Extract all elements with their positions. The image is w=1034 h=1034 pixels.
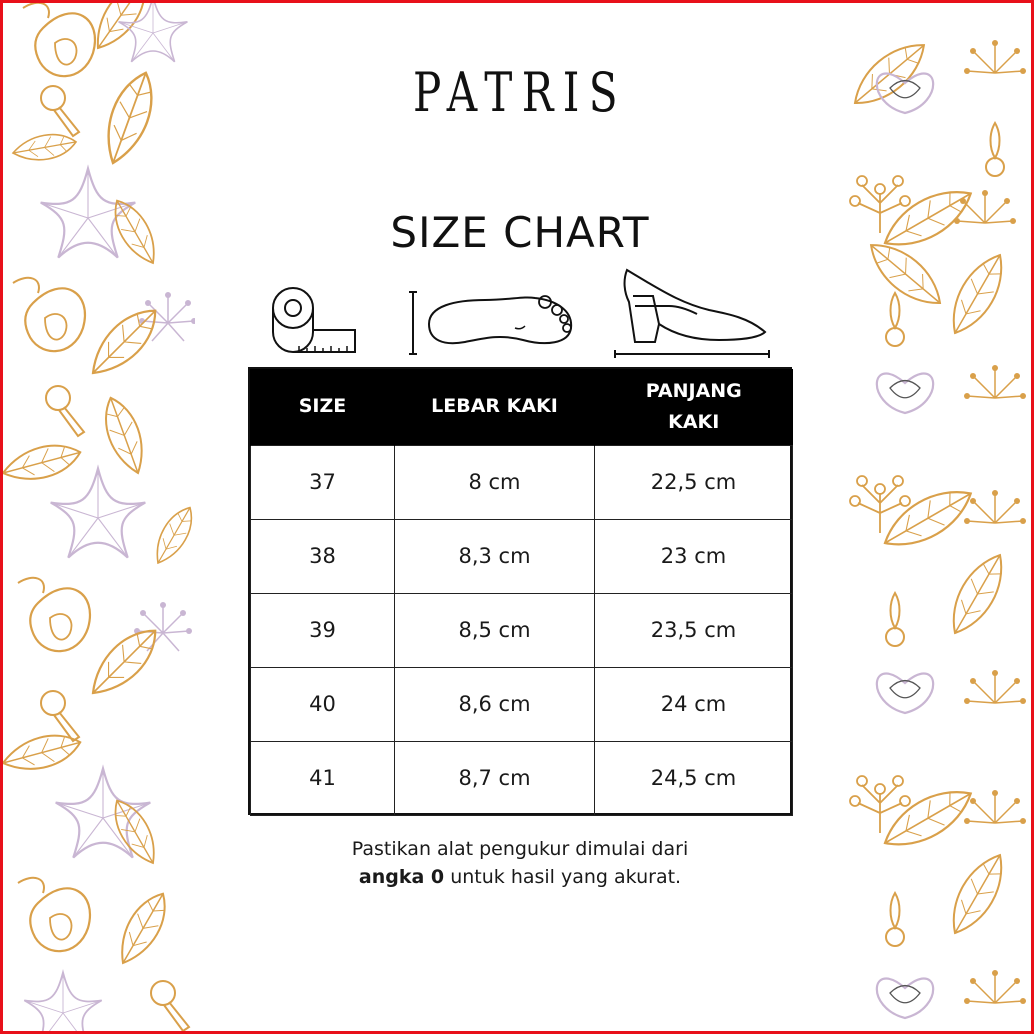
table-row bbox=[251, 741, 793, 815]
table-header-row bbox=[251, 369, 793, 445]
cell-length: 22,5 cm bbox=[595, 445, 793, 519]
cell-width: 8,5 cm bbox=[395, 593, 595, 667]
cell-size: 41 bbox=[251, 741, 395, 815]
cell-size: 37 bbox=[251, 445, 395, 519]
heel-shoe-length-icon bbox=[609, 262, 775, 358]
cell-length: 24 cm bbox=[595, 667, 793, 741]
header-foot-length bbox=[595, 369, 793, 445]
header-foot-width: LEBAR KAKI bbox=[395, 369, 595, 445]
header-size: SIZE bbox=[251, 369, 395, 445]
cell-width: 8,6 cm bbox=[395, 667, 595, 741]
note-bold-text: angka 0 bbox=[358, 866, 445, 888]
table-row bbox=[251, 593, 793, 667]
table-row bbox=[251, 519, 793, 593]
measurement-note bbox=[3, 835, 1034, 891]
cell-length: 23 cm bbox=[595, 519, 793, 593]
size-table bbox=[248, 367, 792, 815]
page-title: SIZE CHART bbox=[390, 208, 650, 257]
header-foot-length-line2: KAKI bbox=[668, 410, 720, 433]
note-line-1: Pastikan alat pengukur dimulai dari bbox=[351, 838, 689, 860]
cell-size: 39 bbox=[251, 593, 395, 667]
brand-logo: PATRIS bbox=[412, 61, 628, 124]
cell-width: 8 cm bbox=[395, 445, 595, 519]
measurement-icons bbox=[265, 258, 785, 363]
cell-size: 40 bbox=[251, 667, 395, 741]
header-foot-length-line1: PANJANG bbox=[645, 379, 742, 402]
note-line-2-text: untuk hasil yang akurat. bbox=[444, 866, 682, 888]
table-row bbox=[251, 445, 793, 519]
foot-width-icon bbox=[405, 288, 577, 358]
cell-width: 8,7 cm bbox=[395, 741, 595, 815]
table-row bbox=[251, 667, 793, 741]
note-line-2 bbox=[3, 863, 1034, 891]
cell-width: 8,3 cm bbox=[395, 519, 595, 593]
cell-length: 23,5 cm bbox=[595, 593, 793, 667]
measuring-tape-icon bbox=[269, 286, 363, 356]
cell-length: 24,5 cm bbox=[595, 741, 793, 815]
cell-size: 38 bbox=[251, 519, 395, 593]
